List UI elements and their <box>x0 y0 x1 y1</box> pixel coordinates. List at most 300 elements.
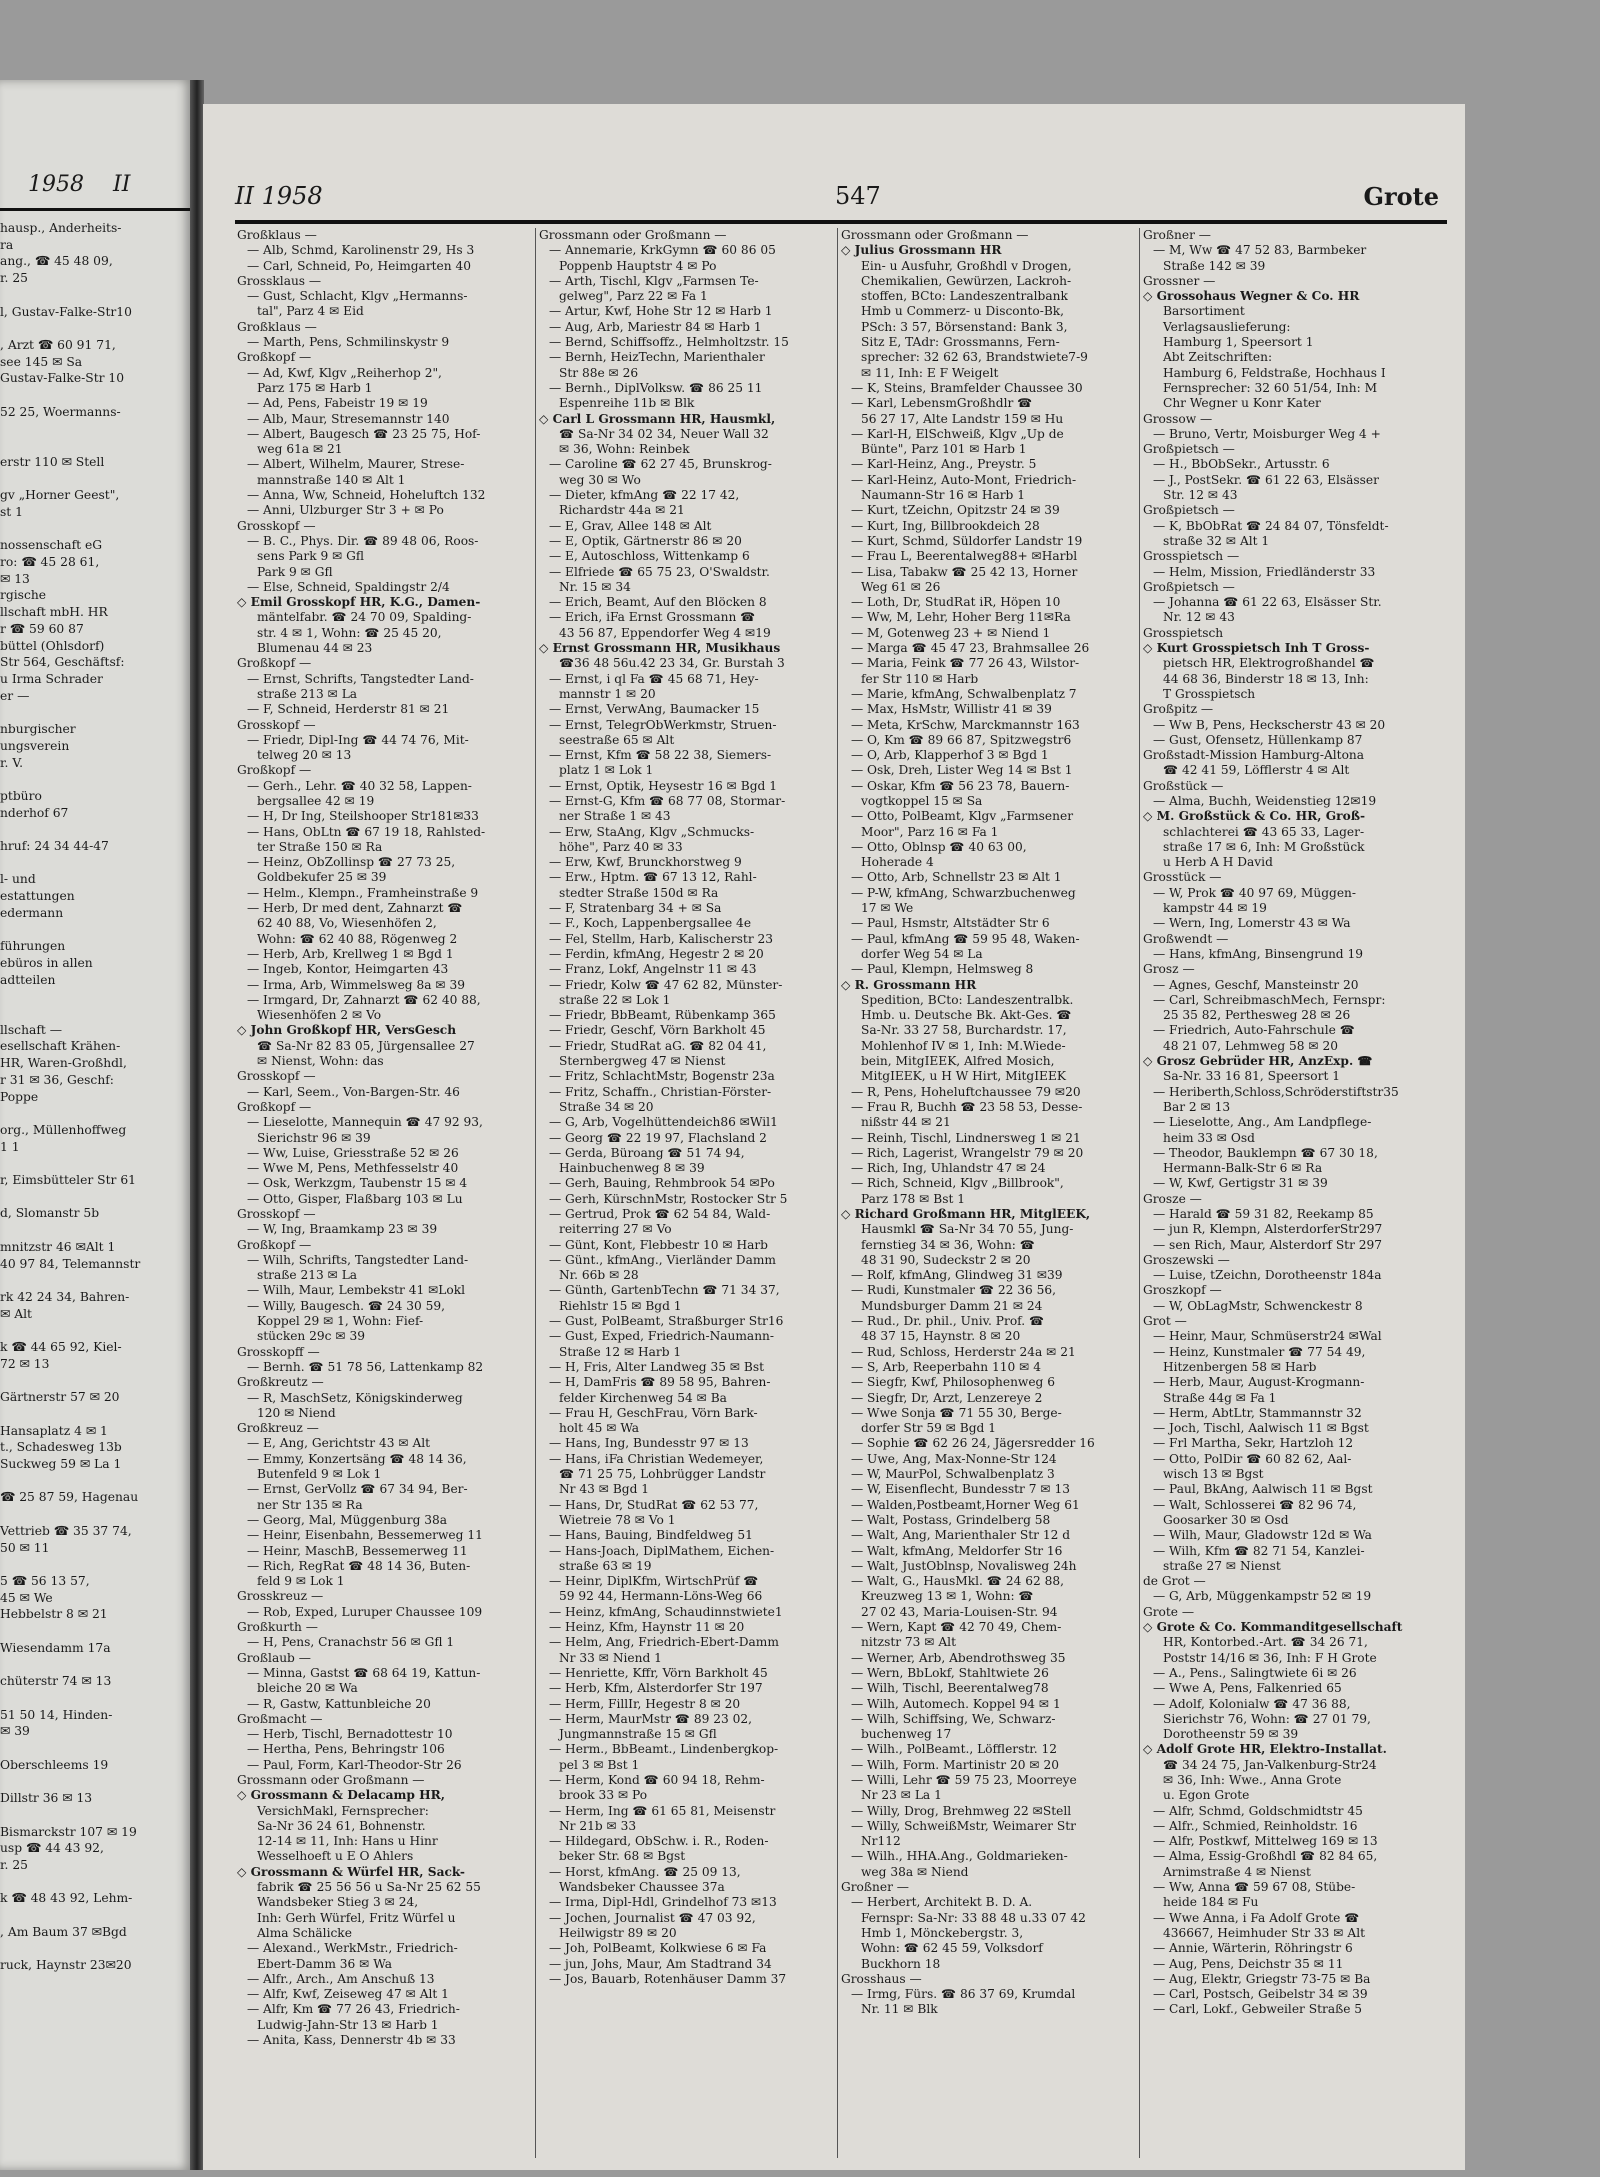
directory-entry: — Irma, Arb, Wimmelsweg 8a ✉ 39 <box>247 977 465 992</box>
surname-heading: Grossner — <box>1143 273 1216 288</box>
directory-entry: — G, Arb, Vogelhüttendeich86 ✉Wil1 <box>549 1115 778 1130</box>
left-page-line: estattungen <box>0 889 75 904</box>
surname-heading: Grot — <box>1143 1314 1187 1329</box>
directory-entry: — E, Ang, Gerichtstr 43 ✉ Alt <box>247 1436 431 1451</box>
left-page-line <box>0 287 186 304</box>
surname-heading: Großpietsch — <box>1143 442 1235 457</box>
directory-entry: — Walden,Postbeamt,Horner Weg 61 <box>851 1497 1080 1512</box>
directory-entry: — sen Rich, Maur, Alsterdorf Str 297 <box>1153 1237 1383 1252</box>
directory-entry: — Herbert, Architekt B. D. A. <box>851 1895 1033 1910</box>
surname-heading: Grossmann oder Großmann — <box>539 228 727 242</box>
directory-entry: — O, Km ☎ 89 66 87, Spitzwegstr6 <box>851 732 1072 747</box>
directory-entry: — Wilh, Automech. Koppel 94 ✉ 1 <box>851 1696 1061 1711</box>
directory-entry: — E, Autoschloss, Wittenkamp 6 <box>549 549 750 564</box>
surname-heading: Großner — <box>841 1880 909 1895</box>
directory-entry: — Horst, kfmAng. ☎ 25 09 13, <box>549 1864 741 1879</box>
entry-continuation: felder Kirchenweg 54 ✉ Ba <box>559 1390 727 1405</box>
directory-entry: — Albert, Wilhelm, Maurer, Strese- <box>247 457 465 472</box>
directory-entry: — Helm., Klempn., Framheinstraße 9 <box>247 885 479 900</box>
directory-entry: — Irma, Dipl-Hdl, Grindelhof 73 ✉13 <box>549 1895 777 1910</box>
directory-entry: — Bernh, HeizTechn, Marienthaler <box>549 350 765 365</box>
directory-entry: — Franz, Lokf, Angelnstr 11 ✉ 43 <box>549 962 757 977</box>
directory-entry: — Paul, Form, Karl-Theodor-Str 26 <box>247 1757 462 1772</box>
directory-entry: — Karl-Heinz, Auto-Mont, Friedrich- <box>851 472 1077 487</box>
firm-entry: ◇ Carl L Grossmann HR, Hausmkl, <box>539 411 776 426</box>
directory-entry: — Walt, G., HausMkl. ☎ 24 62 88, <box>851 1574 1064 1589</box>
entry-continuation: bein, MitgIEEK, Alfred Mosich, <box>861 1054 1055 1069</box>
surname-heading: Großklaus — <box>237 319 317 334</box>
directory-entry: — Fel, Stellm, Harb, Kalischerstr 23 <box>549 931 774 946</box>
entry-continuation: Nr 21b ✉ 33 <box>559 1818 637 1833</box>
entry-continuation: Nr 43 ✉ Bgd 1 <box>559 1482 650 1497</box>
directory-entry: — Kurt, Schmd, Süldorfer Landstr 19 <box>851 533 1083 548</box>
firm-entry: ◇ Grosz Gebrüder HR, AnzExp. ☎ <box>1143 1054 1373 1069</box>
directory-entry: — Herb, Maur, August-Krogmann- <box>1153 1375 1365 1390</box>
directory-entry: — Paul, Klempn, Helmsweg 8 <box>851 962 1034 977</box>
directory-entry: — Willi, Lehr ☎ 59 75 23, Moorreye <box>851 1772 1077 1787</box>
directory-column-3 <box>841 228 1139 2158</box>
surname-heading: de Grot — <box>1143 1574 1206 1589</box>
left-page-line: Gärtnerstr 57 ✉ 20 <box>0 1390 120 1405</box>
directory-entry: — Werner, Arb, Abendrothsweg 35 <box>851 1650 1066 1665</box>
entry-continuation: sens Park 9 ✉ Gfl <box>257 549 365 564</box>
entry-continuation: 12-14 ✉ 11, Inh: Hans u Hinr <box>257 1834 438 1849</box>
directory-entry: — Gerh, Bauing, Rehmbrook 54 ✉Po <box>549 1176 775 1191</box>
left-page-line <box>0 771 186 788</box>
surname-heading: Groszkopf — <box>1143 1283 1222 1298</box>
directory-page <box>203 104 1465 2170</box>
left-page-line: , Am Baum 37 ✉Bgd <box>0 1924 127 1939</box>
entry-continuation: ✉ 11, Inh: E F Weigelt <box>861 365 999 380</box>
surname-heading: Großlaub — <box>237 1650 311 1665</box>
entry-continuation: Wandsbeker Chaussee 37a <box>559 1880 725 1895</box>
left-page-line: Dillstr 36 ✉ 13 <box>0 1791 93 1806</box>
directory-entry: — Rich, Schneid, Klgv „Billbrook", <box>851 1176 1064 1191</box>
surname-heading: Grosstück — <box>1143 870 1222 885</box>
directory-entry: — Herm, Ing ☎ 61 65 81, Meisenstr <box>549 1803 776 1818</box>
left-page-line: ungsverein <box>0 738 70 753</box>
directory-entry: — Hildegard, ObSchw. i. R., Roden- <box>549 1834 769 1849</box>
directory-entry: — Else, Schneid, Spaldingstr 2/4 <box>247 579 450 594</box>
entry-continuation: bergsallee 42 ✉ 19 <box>257 793 375 808</box>
directory-entry: — Friedr, Kolw ☎ 47 62 82, Münster- <box>549 977 783 992</box>
entry-continuation: schlachterei ☎ 43 65 33, Lager- <box>1163 824 1365 839</box>
surname-heading: Großmacht — <box>237 1711 323 1726</box>
directory-entry: — Fritz, SchlachtMstr, Bogenstr 23a <box>549 1069 775 1084</box>
directory-entry: — Elfriede ☎ 65 75 23, O'Swaldstr. <box>549 564 770 579</box>
directory-entry: — R, MaschSetz, Königskinderweg <box>247 1390 463 1405</box>
entry-continuation: straße 32 ✉ Alt 1 <box>1163 533 1270 548</box>
surname-heading: Grossow — <box>1143 411 1213 426</box>
directory-entry: — Willy, SchweißMstr, Weimarer Str <box>851 1818 1076 1833</box>
directory-entry: — Walt, Schlosserei ☎ 82 96 74, <box>1153 1497 1357 1512</box>
directory-entry: — Gust, PolBeamt, Straßburger Str16 <box>549 1314 784 1329</box>
left-page-line: r 31 ✉ 36, Geschf: <box>0 1072 114 1087</box>
directory-column-4 <box>1143 228 1441 2158</box>
directory-entry: — Hans, iFa Christian Wedemeyer, <box>549 1451 764 1466</box>
directory-entry: — Wern, Ing, Lomerstr 43 ✉ Wa <box>1153 916 1351 931</box>
entry-continuation: u. Egon Grote <box>1163 1788 1250 1803</box>
directory-entry: — Wwe M, Pens, Methfesselstr 40 <box>247 1161 459 1176</box>
entry-continuation: ner Str 135 ✉ Ra <box>257 1497 363 1512</box>
entry-continuation: 17 ✉ We <box>861 901 914 916</box>
directory-entry: — Walt, kfmAng, Meldorfer Str 16 <box>851 1543 1063 1558</box>
entry-continuation: ✉ 36, Wohn: Reinbek <box>559 442 690 457</box>
directory-column-2 <box>539 228 837 2158</box>
left-page-line: usp ☎ 44 43 92, <box>0 1841 104 1856</box>
entry-continuation: Hmb u Commerz- u Disconto-Bk, <box>861 304 1065 319</box>
directory-entry: — Aug, Arb, Mariestr 84 ✉ Harb 1 <box>549 319 762 334</box>
left-page-line: Hebbelstr 8 ✉ 21 <box>0 1607 108 1622</box>
entry-continuation: Hitzenbergen 58 ✉ Harb <box>1163 1359 1317 1374</box>
left-page-line: ptbüro <box>0 788 42 803</box>
entry-continuation: Poststr 14/16 ✉ 36, Inh: F H Grote <box>1163 1650 1377 1665</box>
directory-entry: — Wilh, Maur, Gladowstr 12d ✉ Wa <box>1153 1528 1372 1543</box>
entry-continuation: weg 61a ✉ 21 <box>257 442 343 457</box>
directory-entry: — Wwe A, Pens, Falkenried 65 <box>1153 1681 1342 1696</box>
entry-continuation: straße 27 ✉ Nienst <box>1163 1558 1281 1573</box>
left-page-line: mnitzstr 46 ✉Alt 1 <box>0 1239 116 1254</box>
entry-continuation: Kreuzweg 13 ✉ 1, Wohn: ☎ <box>861 1589 1034 1604</box>
directory-entry: — Hans, ObLtn ☎ 67 19 18, Rahlsted- <box>247 824 486 839</box>
directory-entry: — H, Pens, Cranachstr 56 ✉ Gfl 1 <box>247 1635 455 1650</box>
directory-entry: — Frau L, Beerentalweg88+ ✉Harbl <box>851 549 1078 564</box>
directory-entry: — Erich, iFa Ernst Grossmann ☎ <box>549 610 756 625</box>
entry-continuation: holt 45 ✉ Wa <box>559 1421 640 1436</box>
entry-continuation: str. 4 ✉ 1, Wohn: ☎ 25 45 20, <box>257 625 442 640</box>
left-page-line <box>0 1940 186 1957</box>
left-page-line: er — <box>0 688 30 703</box>
entry-continuation: Riehlstr 15 ✉ Bgd 1 <box>559 1298 682 1313</box>
entry-continuation: Poppenb Hauptstr 4 ✉ Po <box>559 258 717 273</box>
entry-continuation: straße 22 ✉ Lok 1 <box>559 992 671 1007</box>
entry-continuation: Ein- u Ausfuhr, Großhdl v Drogen, <box>861 258 1072 273</box>
directory-entry: — Walt, Postass, Grindelberg 58 <box>851 1512 1051 1527</box>
directory-entry: — Alfr, Kwf, Zeiseweg 47 ✉ Alt 1 <box>247 1987 449 2002</box>
entry-continuation: Sternbergweg 47 ✉ Nienst <box>559 1054 726 1069</box>
entry-continuation: Hainbuchenweg 8 ✉ 39 <box>559 1161 705 1176</box>
directory-entry: — H, DamFris ☎ 89 58 95, Bahren- <box>549 1375 771 1390</box>
entry-continuation: Ebert-Damm 36 ✉ Wa <box>257 1956 392 1971</box>
directory-entry: — Herb, Dr med dent, Zahnarzt ☎ <box>247 901 463 916</box>
directory-entry: — Bernh. ☎ 51 78 56, Lattenkamp 82 <box>247 1359 484 1374</box>
directory-entry: — Alma, Essig-Großhdl ☎ 82 84 65, <box>1153 1849 1378 1864</box>
entry-continuation: Wiesenhöfen 2 ✉ Vo <box>257 1008 382 1023</box>
firm-entry: ◇ Grossmann & Delacamp HR, <box>237 1788 446 1803</box>
entry-continuation: Nr. 66b ✉ 28 <box>559 1268 639 1283</box>
entry-continuation: Jungmannstraße 15 ✉ Gfl <box>559 1727 717 1742</box>
left-page-line <box>0 1506 186 1523</box>
left-page-line: llschaft — <box>0 1022 63 1037</box>
left-page-line <box>0 1874 186 1891</box>
entry-continuation: dorfer Str 59 ✉ Bgd 1 <box>861 1421 996 1436</box>
left-page-line <box>0 1807 186 1824</box>
directory-entry: — Rolf, kfmAng, Glindweg 31 ✉39 <box>851 1268 1063 1283</box>
firm-entry: ◇ Ernst Grossmann HR, Musikhaus <box>539 641 781 656</box>
entry-continuation: u Herb A H David <box>1163 855 1273 870</box>
left-page-line: st 1 <box>0 504 23 519</box>
directory-entry: — Anna, Ww, Schneid, Hoheluftch 132 <box>247 488 486 503</box>
directory-entry: — Minna, Gastst ☎ 68 64 19, Kattun- <box>247 1665 481 1680</box>
entry-continuation: fernstieg 34 ✉ 36, Wohn: ☎ <box>861 1237 1035 1252</box>
directory-entry: — Reinh, Tischl, Lindnersweg 1 ✉ 21 <box>851 1130 1081 1145</box>
directory-entry: — Wilh., PolBeamt., Löfflerstr. 12 <box>851 1742 1058 1757</box>
surname-heading: Großkopf — <box>237 1099 312 1114</box>
entry-continuation: buchenweg 17 <box>861 1727 952 1742</box>
left-page-line: org., Müllenhoffweg <box>0 1122 127 1137</box>
entry-continuation: Sierichstr 96 ✉ 39 <box>257 1130 371 1145</box>
entry-continuation: 436667, Heimhuder Str 33 ✉ Alt <box>1163 1925 1365 1940</box>
entry-continuation: Weg 61 ✉ 26 <box>861 579 941 594</box>
entry-continuation: seestraße 65 ✉ Alt <box>559 732 675 747</box>
entry-continuation: Hamburg 6, Feldstraße, Hochhaus I <box>1163 365 1386 380</box>
entry-continuation: Koppel 29 ✉ 1, Wohn: Fief- <box>257 1314 424 1329</box>
left-page-line: k ☎ 44 65 92, Kiel- <box>0 1340 122 1355</box>
directory-entry: — Carl, Lokf., Gebweiler Straße 5 <box>1153 2002 1363 2017</box>
column-divider <box>837 228 838 2158</box>
directory-entry: — P-W, kfmAng, Schwarzbuchenweg <box>851 885 1076 900</box>
directory-entry: — Hans, Dr, StudRat ☎ 62 53 77, <box>549 1497 759 1512</box>
entry-continuation: bleiche 20 ✉ Wa <box>257 1681 358 1696</box>
entry-continuation: Nr. 11 ✉ Blk <box>861 2002 938 2017</box>
left-page-line: rk 42 24 34, Bahren- <box>0 1290 130 1304</box>
left-page-line: ✉ Alt <box>0 1306 32 1321</box>
directory-entry: — Irmgard, Dr, Zahnarzt ☎ 62 40 88, <box>247 992 481 1007</box>
directory-entry: — K, BbObRat ☎ 24 84 07, Tönsfeldt- <box>1153 518 1389 533</box>
directory-entry: — Bruno, Vertr, Moisburger Weg 4 + <box>1153 426 1381 441</box>
directory-entry: — Otto, PolBeamt, Klgv „Farmsener <box>851 809 1074 824</box>
directory-entry: — Wilh., HHA.Ang., Goldmarieken- <box>851 1849 1068 1864</box>
entry-continuation: straße 63 ✉ 19 <box>559 1558 652 1573</box>
entry-continuation: brook 33 ✉ Po <box>559 1788 648 1803</box>
entry-continuation: ☎ 71 25 75, Lohbrügger Landstr <box>559 1467 766 1482</box>
directory-entry: — Erw, StaAng, Klgv „Schmucks- <box>549 824 755 839</box>
directory-entry: — Rob, Exped, Luruper Chaussee 109 <box>247 1604 483 1619</box>
directory-entry: — Ad, Kwf, Klgv „Reiherhop 2", <box>247 365 442 380</box>
directory-entry: — jun, Johs, Maur, Am Stadtrand 34 <box>549 1956 772 1971</box>
left-page-line: r. 25 <box>0 1857 28 1872</box>
directory-entry: — Bernd, Schiffsoffz., Helmholtzstr. 15 <box>549 335 789 350</box>
directory-entry: — G, Arb, Müggenkampstr 52 ✉ 19 <box>1153 1589 1372 1604</box>
directory-entry: — Herm, AbtLtr, Stammannstr 32 <box>1153 1405 1362 1420</box>
directory-entry: — Walt, Ang, Marienthaler Str 12 d <box>851 1528 1071 1543</box>
directory-entry: — Sophie ☎ 62 26 24, Jägersredder 16 <box>851 1436 1095 1451</box>
directory-entry: — Herm., BbBeamt., Lindenbergkop- <box>549 1742 779 1757</box>
entry-continuation: 48 37 15, Haynstr. 8 ✉ 20 <box>861 1329 1021 1344</box>
surname-heading: Großstadt-Mission Hamburg-Altona <box>1143 748 1365 763</box>
column-divider <box>1139 228 1140 2158</box>
directory-entry: — Herm, Kond ☎ 60 94 18, Rehm- <box>549 1772 765 1787</box>
entry-continuation: mannstr 1 ✉ 20 <box>559 686 656 701</box>
left-page-line: führungen <box>0 939 66 954</box>
left-page-line: 45 ✉ We <box>0 1590 53 1605</box>
directory-entry: — Wilh, Schrifts, Tangstedter Land- <box>247 1252 469 1267</box>
entry-continuation: 27 02 43, Maria-Louisen-Str. 94 <box>861 1604 1058 1619</box>
firm-entry: ◇ Kurt Grosspietsch Inh T Gross- <box>1143 641 1370 656</box>
entry-continuation: 25 35 82, Perthesweg 28 ✉ 26 <box>1163 1008 1351 1023</box>
firm-entry: ◇ Grote & Co. Kommanditgesellschaft <box>1143 1620 1403 1635</box>
left-page-line: nderhof 67 <box>0 805 69 820</box>
directory-entry: — Rich, RegRat ☎ 48 14 36, Buten- <box>247 1558 471 1573</box>
directory-entry: — Heinz, Kunstmaler ☎ 77 54 49, <box>1153 1344 1366 1359</box>
firm-entry: ◇ John Großkopf HR, VersGesch <box>237 1023 457 1038</box>
entry-continuation: Wohn: ☎ 62 45 59, Volksdorf <box>861 1941 1043 1956</box>
directory-entry: — Heinz, kfmAng, Schaudinnstwiete1 <box>549 1604 783 1619</box>
left-page-line: Gustav-Falke-Str 10 <box>0 371 125 386</box>
directory-entry: — Friedr, StudRat aG. ☎ 82 04 41, <box>549 1038 767 1053</box>
directory-entry: — Albert, Baugesch ☎ 23 25 75, Hof- <box>247 426 481 441</box>
firm-entry: ◇ Grossohaus Wegner & Co. HR <box>1143 289 1360 304</box>
directory-entry: — Anni, Ulzburger Str 3 + ✉ Po <box>247 503 444 518</box>
left-page-header <box>28 172 188 197</box>
left-page-line: ruck, Haynstr 23✉20 <box>0 1958 132 1973</box>
surname-heading: Grosshaus — <box>841 1971 922 1986</box>
directory-entry: — Ww B, Pens, Heckscherstr 43 ✉ 20 <box>1153 717 1386 732</box>
entry-continuation: 120 ✉ Niend <box>257 1405 336 1420</box>
firm-entry: ◇ Julius Grossmann HR <box>841 243 1002 258</box>
directory-entry: — Wern, Kapt ☎ 42 70 49, Chem- <box>851 1620 1062 1635</box>
directory-entry: — Heinr, Maur, Schmüserstr24 ✉Wal <box>1153 1329 1382 1344</box>
entry-continuation: 56 27 17, Alte Landstr 159 ✉ Hu <box>861 411 1064 426</box>
directory-entry: — Uwe, Ang, Max-Nonne-Str 124 <box>851 1451 1057 1466</box>
surname-heading: Grosze — <box>1143 1191 1202 1206</box>
surname-heading: Grosskreuz — <box>237 1589 324 1604</box>
directory-entry: — Georg ☎ 22 19 97, Flachsland 2 <box>549 1130 767 1145</box>
entry-continuation: weg 30 ✉ Wo <box>559 472 641 487</box>
directory-entry: — F, Schneid, Herderstr 81 ✉ 21 <box>247 702 450 717</box>
left-page-line: 52 25, Woermanns- <box>0 404 121 419</box>
directory-entry: — R, Gastw, Kattunbleiche 20 <box>247 1696 431 1711</box>
directory-entry: — Kurt, tZeichn, Opitzstr 24 ✉ 39 <box>851 503 1060 518</box>
surname-heading: Grosskopf — <box>237 1069 316 1084</box>
entry-continuation: HR, Kontorbed.-Art. ☎ 34 26 71, <box>1163 1635 1368 1650</box>
entry-continuation: Blumenau 44 ✉ 23 <box>257 641 373 656</box>
left-page-line: hruf: 24 34 44-47 <box>0 839 109 854</box>
directory-entry: — Gertrud, Prok ☎ 62 54 84, Wald- <box>549 1207 771 1221</box>
left-page-line <box>0 1155 186 1172</box>
directory-entry: — Otto, Arb, Schnellstr 23 ✉ Alt 1 <box>851 870 1062 885</box>
directory-entry: — Lieselotte, Ang., Am Landpflege- <box>1153 1115 1372 1130</box>
left-page-rule <box>0 208 190 211</box>
entry-continuation: Spedition, BCto: Landeszentralbk. <box>861 992 1074 1007</box>
entry-continuation: feld 9 ✉ Lok 1 <box>257 1574 345 1589</box>
entry-continuation: wisch 13 ✉ Bgst <box>1163 1467 1264 1482</box>
directory-entry: — Heinz, ObZollinsp ☎ 27 73 25, <box>247 855 456 870</box>
directory-entry: — Osk, Dreh, Lister Weg 14 ✉ Bst 1 <box>851 763 1073 778</box>
directory-entry: — Hans, kfmAng, Binsengrund 19 <box>1153 946 1363 961</box>
left-page-line: d, Slomanstr 5b <box>0 1206 100 1221</box>
directory-entry: — Jochen, Journalist ☎ 47 03 92, <box>549 1910 756 1925</box>
directory-entry: — Wilh, Maur, Lembekstr 41 ✉Lokl <box>247 1283 466 1298</box>
directory-entry: — Gerh, KürschnMstr, Rostocker Str 5 <box>549 1191 788 1206</box>
directory-entry: — R, Pens, Hoheluftchaussee 79 ✉20 <box>851 1084 1081 1099</box>
entry-continuation: Straße 142 ✉ 39 <box>1163 258 1266 273</box>
directory-entry: — Annemarie, KrkGymn ☎ 60 86 05 <box>549 243 776 258</box>
left-page-line: hausp., Anderheits- <box>0 221 122 235</box>
left-page-line <box>0 1473 186 1490</box>
page-header-keyword: Grote <box>1363 182 1439 211</box>
directory-entry: — Hans, Bauing, Bindfeldweg 51 <box>549 1528 753 1543</box>
left-page-line: l, Gustav-Falke-Str10 <box>0 304 132 319</box>
left-page-line: ☎ 25 87 59, Hagenau <box>0 1490 139 1505</box>
directory-entry: — Karl-H, ElSchweiß, Klgv „Up de <box>851 426 1064 441</box>
entry-continuation: Arnimstraße 4 ✉ Nienst <box>1163 1864 1311 1879</box>
surname-heading: Großwendt — <box>1143 931 1229 946</box>
left-page-line: ebüros in allen <box>0 955 93 970</box>
directory-entry: — Carl, Schneid, Po, Heimgarten 40 <box>247 258 471 273</box>
entry-continuation: Sitz E, TAdr: Grossmanns, Fern- <box>861 335 1060 350</box>
left-page-line <box>0 1105 186 1122</box>
entry-continuation: stedter Straße 150d ✉ Ra <box>559 885 719 900</box>
entry-continuation: 43 56 87, Eppendorfer Weg 4 ✉19 <box>559 625 771 640</box>
directory-entry: — Friedr, Geschf, Vörn Barkholt 45 <box>549 1023 766 1038</box>
left-page-line: Vettrieb ☎ 35 37 74, <box>0 1523 132 1538</box>
surname-heading: Grosskopf — <box>237 518 316 533</box>
left-page-line: ro: ☎ 45 28 61, <box>0 555 100 570</box>
entry-continuation: 48 21 07, Lehmweg 58 ✉ 20 <box>1163 1038 1339 1053</box>
directory-entry: — Emmy, Konzertsäng ☎ 48 14 36, <box>247 1451 467 1466</box>
entry-continuation: ✉ 36, Inh: Wwe., Anna Grote <box>1163 1772 1342 1787</box>
directory-entry: — Helm, Ang, Friedrich-Ebert-Damm <box>549 1635 779 1650</box>
entry-continuation: Nr112 <box>861 1834 901 1849</box>
directory-entry: — Dieter, kfmAng ☎ 22 17 42, <box>549 488 740 503</box>
left-page-line: esellschaft Krähen- <box>0 1039 121 1054</box>
entry-continuation: heide 184 ✉ Fu <box>1163 1895 1259 1910</box>
directory-entry: — Otto, Gisper, Flaßbarg 103 ✉ Lu <box>247 1191 463 1206</box>
entry-continuation: straße 213 ✉ La <box>257 1268 358 1283</box>
left-page-line: see 145 ✉ Sa <box>0 354 83 369</box>
directory-entry: — Wwe Sonja ☎ 71 55 30, Berge- <box>851 1405 1062 1420</box>
directory-entry: — Ernst, GerVollz ☎ 67 34 94, Ber- <box>247 1482 468 1497</box>
directory-entry: — Ernst, TelegrObWerkmstr, Struen- <box>549 717 777 732</box>
entry-continuation: Goosarker 30 ✉ Osd <box>1163 1512 1289 1527</box>
left-page-line <box>0 387 186 404</box>
left-page-line <box>0 988 186 1005</box>
directory-entry: — Theodor, Bauklempn ☎ 67 30 18, <box>1153 1145 1378 1160</box>
directory-entry: — Marth, Pens, Schmilinskystr 9 <box>247 335 450 350</box>
directory-entry: — Wilh, Kfm ☎ 82 71 54, Kanzlei- <box>1153 1543 1365 1558</box>
entry-continuation: Hausmkl ☎ Sa-Nr 34 70 55, Jung- <box>861 1222 1074 1237</box>
entry-continuation: heim 33 ✉ Osd <box>1163 1130 1255 1145</box>
entry-continuation: straße 213 ✉ La <box>257 686 358 701</box>
directory-entry: — Heriberth,Schloss,Schröderstiftstr35 <box>1153 1084 1399 1099</box>
entry-continuation: Straße 12 ✉ Harb 1 <box>559 1344 682 1359</box>
directory-entry: — B. C., Phys. Dir. ☎ 89 48 06, Roos- <box>247 533 479 548</box>
entry-continuation: Hermann-Balk-Str 6 ✉ Ra <box>1163 1161 1323 1176</box>
left-page-line <box>0 922 186 939</box>
left-page-line: r. 25 <box>0 271 28 286</box>
directory-entry: — Siegfr, Dr, Arzt, Lenzereye 2 <box>851 1390 1043 1405</box>
surname-heading: Groszewski — <box>1143 1252 1230 1267</box>
left-page-line <box>0 521 186 538</box>
entry-continuation: Wesselhoeft u E O Ahlers <box>257 1849 414 1864</box>
directory-entry: — Paul, kfmAng ☎ 59 95 48, Waken- <box>851 931 1080 946</box>
surname-heading: Grossklaus — <box>237 273 322 288</box>
directory-entry: — Hans-Joach, DiplMathem, Eichen- <box>549 1543 775 1558</box>
directory-entry: — Ernst, Optik, Heysestr 16 ✉ Bgd 1 <box>549 778 777 793</box>
directory-entry: — Osk, Werkzgm, Taubenstr 15 ✉ 4 <box>247 1176 468 1191</box>
surname-heading: Grosspietsch — <box>1143 549 1240 564</box>
left-page-line: l- und <box>0 872 36 887</box>
left-page-line: Poppe <box>0 1089 39 1104</box>
directory-entry: — Henriette, Kffr, Vörn Barkholt 45 <box>549 1665 768 1680</box>
left-page-line: Wiesendamm 17a <box>0 1640 111 1655</box>
directory-entry: — Lisa, Tabakw ☎ 25 42 13, Horner <box>851 564 1078 579</box>
entry-continuation: Wandsbeker Stieg 3 ✉ 24, <box>257 1895 419 1910</box>
entry-continuation: Espenreihe 11b ✉ Blk <box>559 396 695 411</box>
directory-entry: — Irmg, Fürs. ☎ 86 37 69, Krumdal <box>851 1987 1076 2002</box>
entry-continuation: kampstr 44 ✉ 19 <box>1163 901 1267 916</box>
